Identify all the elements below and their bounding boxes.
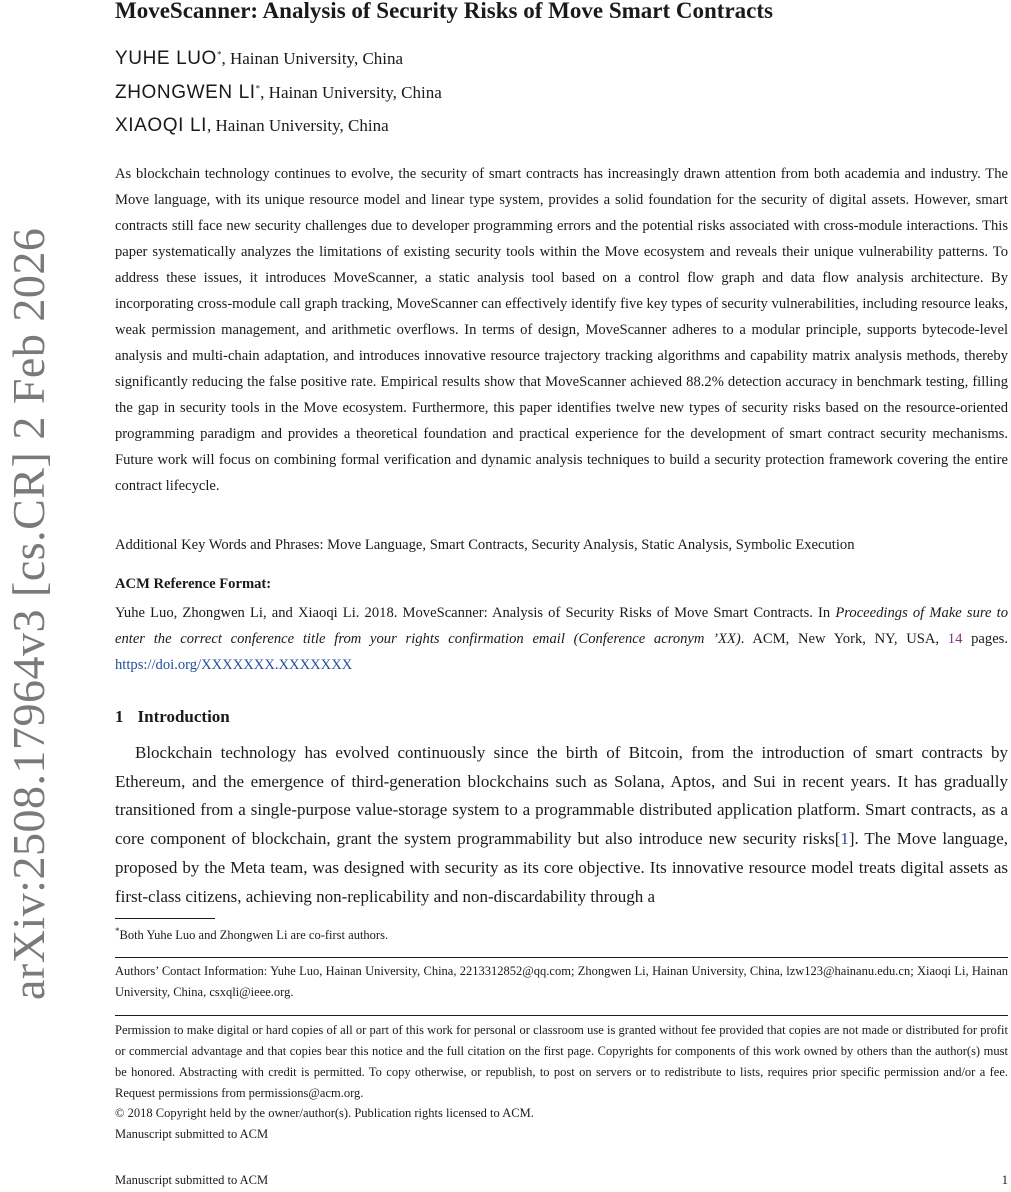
doi-link[interactable]: https://doi.org/XXXXXXX.XXXXXXX bbox=[115, 657, 353, 673]
copyright-notice: © 2018 Copyright held by the owner/author(s). Publication rights licensed to ACM. bbox=[115, 1106, 534, 1120]
author-entry bbox=[115, 82, 442, 116]
citation-venue: Proceedings of Make sure to enter the correct conference title from your rights confirmation email (Conference acronym ’XX) bbox=[115, 605, 1009, 647]
author-contact-info: Authors’ Contact Information: Yuhe Luo, Hainan University, China, 2213312852@qq.com; Zhongwen Li, Hainan University, China, lzw123@hainanu.edu.cn; Xiaoqi Li, Hainan University, China, csxqli@ieee.org. bbox=[115, 964, 1008, 999]
submission-note: Manuscript submitted to ACM bbox=[115, 1127, 269, 1141]
author-affiliation: , Hainan University, China bbox=[207, 116, 389, 135]
citation-link[interactable]: 1 bbox=[840, 829, 849, 849]
author-affiliation: , Hainan University, China bbox=[260, 82, 442, 102]
intro-text-cont: ]. The Move language, proposed by the Meta team, was designed with security as its core objective. Its innovative resource model treats digital assets as first-class citizens, achieving non-replicability and non-discardability through a bbox=[115, 829, 1008, 906]
page-number: 1 bbox=[1001, 1173, 1008, 1187]
footnote-mark: * bbox=[115, 926, 120, 936]
author-name: ZHONGWEN LI bbox=[115, 81, 256, 103]
author-entry bbox=[115, 115, 442, 149]
footnote-text: Both Yuhe Luo and Zhongwen Li are co-first authors. bbox=[119, 928, 389, 943]
paper-title: MoveScanner: Analysis of Security Risks of Move Smart Contracts bbox=[115, 0, 773, 23]
permission-divider bbox=[115, 1015, 1008, 1016]
cofirst-mark: * bbox=[255, 82, 261, 93]
intro-paragraph bbox=[115, 739, 1008, 911]
author-affiliation: , Hainan University, China bbox=[221, 49, 404, 68]
reference-format-heading: ACM Reference Format: bbox=[115, 576, 272, 592]
footnote bbox=[115, 926, 388, 943]
citation-text: Yuhe Luo, Zhongwen Li, and Xiaoqi Li. 2018. MoveScanner: Analysis of Security Risks of Move Smart Contracts. In bbox=[115, 605, 836, 621]
intro-text: Blockchain technology has evolved continuously since the birth of Bitcoin, from the introduction of smart contracts by Ethereum, and the emergence of third-generation blockchains such as Solana, Aptos, and Sui in recent years. It has gradually transitioned from a single-purpose value-storage system to a programmable distributed application platform. Smart contracts, as a core component of blockchain, grant the system programmability but also introduce new security risks[ bbox=[115, 743, 1008, 849]
abstract: As blockchain technology continues to evolve, the security of smart contracts has increasingly drawn attention from both academia and industry. The Move language, with its unique resource model and linear type system, provides a solid foundation for the security of digital assets. However, smart contracts still face new security challenges due to developer programming errors and the potential risks associated with cross-module interactions. This paper systematically analyzes the limitations of existing security tools within the Move ecosystem and reveals their unique vulnerability patterns. To address these issues, it introduces MoveScanner, a static analysis tool based on a control flow graph and data flow analysis architecture. By incorporating cross-module call graph tracking, MoveScanner can effectively identify five key types of security vulnerabilities, including resource leaks, weak permission management, and arithmetic overflows. In terms of design, MoveScanner adheres to a modular principle, supports bytecode-level analysis and multi-chain adaptation, and introduces innovative resource trajectory tracking algorithms and capability matrix analysis methods, thereby significantly reducing the false positive rate. Empirical results show that MoveScanner achieved 88.2% detection accuracy in benchmark testing, filling the gap in security tools in the Move ecosystem. Furthermore, this paper identifies twelve new types of security risks based on the resource-oriented programming paradigm and provides a theoretical foundation and practical experience for the development of smart contract security mechanisms. Future work will focus on combining formal verification and dynamic analysis techniques to build a security protection framework covering the entire contract lifecycle. bbox=[115, 166, 1008, 494]
author-name: XIAOQI LI bbox=[115, 115, 207, 136]
arxiv-identifier: arXiv:2508.17964v3 [cs.CR] 2 Feb 2026 bbox=[3, 227, 54, 1000]
footer-left-text: Manuscript submitted to ACM bbox=[115, 1173, 269, 1187]
contact-divider bbox=[115, 957, 1008, 958]
reference-format-citation bbox=[115, 600, 1008, 678]
section-title: Introduction bbox=[137, 707, 230, 726]
section-heading bbox=[115, 707, 230, 727]
author-entry bbox=[115, 48, 442, 82]
running-footer bbox=[115, 1173, 1008, 1188]
section-number: 1 bbox=[115, 707, 124, 726]
footnote-divider bbox=[115, 918, 215, 919]
permission-notice: Permission to make digital or hard copies of all or part of this work for personal or classroom use is granted without fee provided that copies are not made or distributed for profit or commercial advantage and that copies bear this notice and the full citation on the first page. Copyrights for components of this work owned by others than the author(s) must be honored. Abstracting with credit is permitted. To copy otherwise, or republish, to post on servers or to redistribute to lists, requires prior specific permission and/or a fee. Request permissions from permissions@acm.org. bbox=[115, 1023, 1008, 1100]
arxiv-sidebar bbox=[0, 0, 60, 1192]
page-count-link[interactable]: 14 bbox=[947, 631, 963, 647]
citation-pages: pages. bbox=[962, 631, 1009, 647]
author-name: YUHE LUO bbox=[115, 48, 217, 69]
cofirst-mark: * bbox=[216, 49, 222, 60]
keywords: Additional Key Words and Phrases: Move Language, Smart Contracts, Security Analysis, Static Analysis, Symbolic Execution bbox=[115, 537, 855, 553]
citation-publisher: . ACM, New York, NY, USA, bbox=[740, 631, 948, 647]
author-list bbox=[115, 48, 442, 149]
